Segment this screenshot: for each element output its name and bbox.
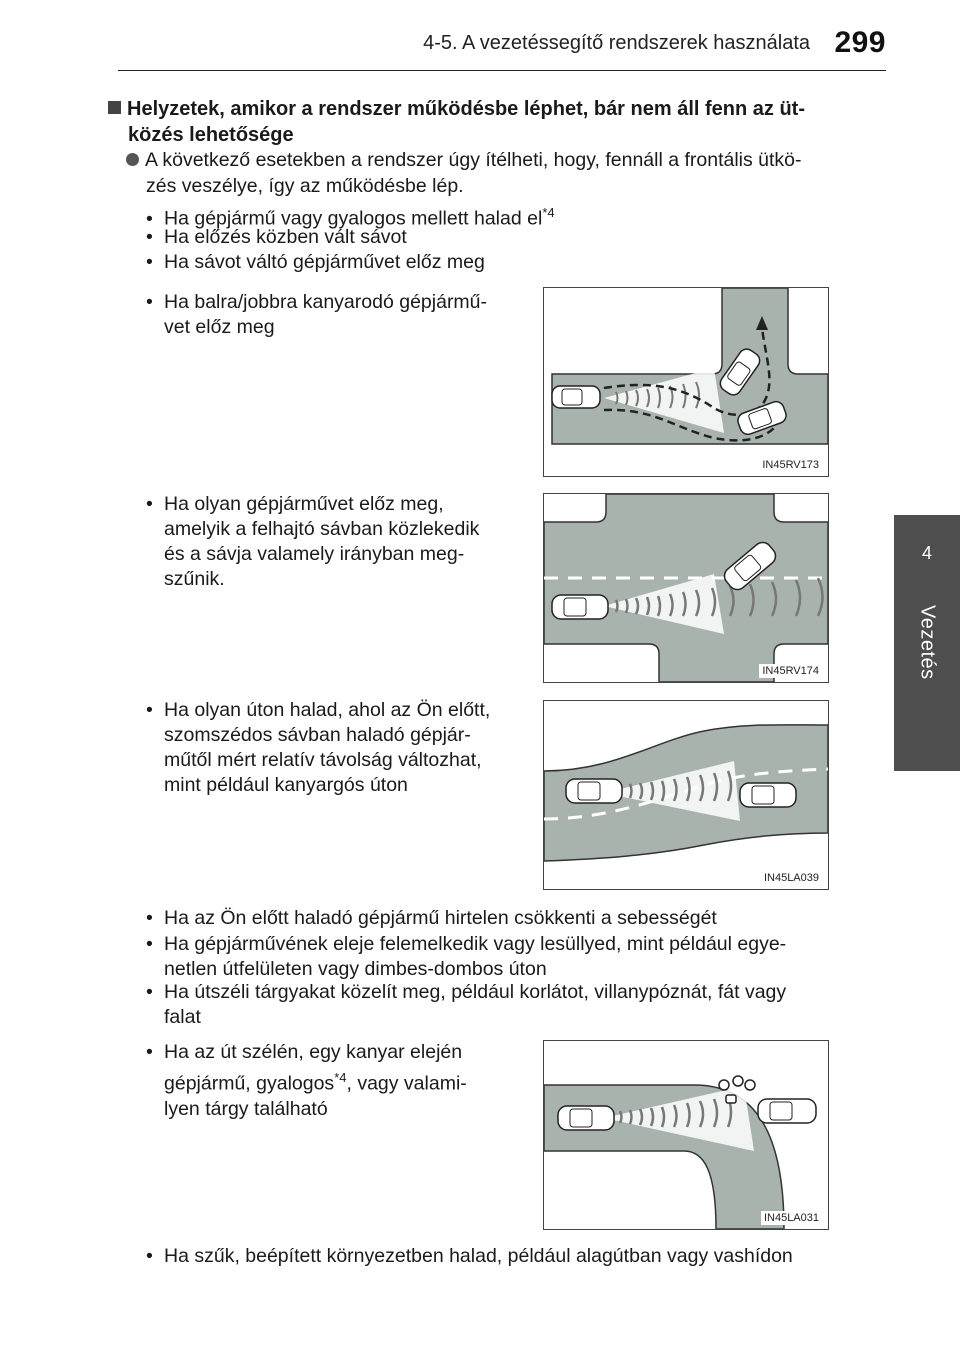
car-icon bbox=[552, 595, 608, 619]
square-bullet-icon bbox=[108, 101, 121, 114]
bullet-text: gépjármű, gyalogos bbox=[164, 1072, 335, 1095]
section-heading bbox=[108, 96, 856, 148]
bullet-text: és a sávja valamely irányban meg- bbox=[164, 543, 465, 565]
car-icon bbox=[558, 1106, 614, 1130]
list-item: • Ha sávot váltó gépjárművet előz meg bbox=[146, 251, 485, 273]
bullet-text: műtől mért relatív távolság változhat, bbox=[164, 749, 482, 771]
bullet-text: Ha gépjárművének eleje felemelkedik vagy lesüllyed, mint például egye- bbox=[164, 933, 787, 955]
figure-code: IN45RV174 bbox=[759, 664, 822, 678]
footnote-ref: *4 bbox=[542, 205, 555, 220]
list-item: • Ha az Ön előtt haladó gépjármű hirtelen csökkenti a sebességét bbox=[146, 907, 717, 929]
car-icon bbox=[740, 783, 796, 807]
list-item: • Ha gépjárművének eleje felemelkedik vagy lesüllyed, mint például egye- netlen útfelületen vagy dimbes-dombos úton bbox=[146, 932, 856, 982]
list-item: • Ha olyan úton halad, ahol az Ön előtt, szomszédos sávban haladó gépjár- műtől mért relatív távolság változhat, mint például kanyargós úton bbox=[146, 698, 518, 798]
page-number: 299 bbox=[834, 26, 886, 59]
bullet-text: szűnik. bbox=[164, 568, 225, 590]
bullet-text: Ha olyan gépjárművet előz meg, bbox=[164, 493, 444, 515]
bullet-text: vet előz meg bbox=[164, 316, 275, 338]
figure-code: IN45LA031 bbox=[761, 1211, 822, 1225]
bullet-text: Ha olyan úton halad, ahol az Ön előtt, bbox=[164, 699, 491, 721]
footnote-ref: *4 bbox=[334, 1070, 347, 1085]
roadside-object-illustration bbox=[544, 1041, 828, 1229]
turning-vehicle-illustration bbox=[544, 288, 828, 476]
car-icon bbox=[552, 386, 600, 408]
intro-paragraph bbox=[126, 147, 856, 199]
intro-line-1: A következő esetekben a rendszer úgy ítélheti, hogy, fennáll a frontális ütkö- bbox=[145, 149, 802, 171]
chapter-tab bbox=[894, 515, 960, 771]
figure-code: IN45RV173 bbox=[759, 458, 822, 472]
heading-line-2: közés lehetősége bbox=[128, 124, 294, 146]
list-item: • Ha gépjármű vagy gyalogos mellett halad $el^{*4}$ bbox=[146, 205, 555, 230]
circle-bullet-icon bbox=[126, 153, 139, 166]
figure-roadside-object bbox=[543, 1040, 829, 1230]
bullet-text: szomszédos sávban haladó gépjár- bbox=[164, 724, 471, 746]
bullet-text: Ha az út szélén, egy kanyar elején bbox=[164, 1041, 463, 1063]
bullet-text: falat bbox=[164, 1006, 201, 1028]
bullet-text: amelyik a felhajtó sávban közlekedik bbox=[164, 518, 480, 540]
header-rule bbox=[118, 70, 886, 71]
figure-code: IN45LA039 bbox=[761, 871, 822, 885]
bullet-text: mint például kanyargós úton bbox=[164, 774, 408, 796]
car-icon bbox=[566, 779, 622, 803]
intro-line-2: zés veszélye, így az működésbe lép. bbox=[146, 175, 464, 197]
chapter-number: 4 bbox=[921, 543, 932, 563]
heading-line-1: Helyzetek, amikor a rendszer működésbe léphet, bár nem áll fenn az üt- bbox=[127, 98, 805, 120]
list-item: • Ha útszéli tárgyakat közelít meg, például korlátot, villanypóznát, fát vagy falat bbox=[146, 980, 856, 1030]
list-item: • Ha olyan gépjárművet előz meg, amelyik a felhajtó sávban közlekedik és a sávja valamely irányban meg- szűnik. bbox=[146, 492, 518, 592]
header-title: 4-5. A vezetéssegítő rendszerek használata bbox=[423, 32, 810, 54]
bullet-text: Ha szűk, beépített környezetben halad, például alagútban vagy vashídon bbox=[164, 1245, 793, 1267]
list-item: • Ha előzés közben vált sávot bbox=[146, 226, 407, 248]
list-item: • Ha az út szélén, egy kanyar elején gépjármű, gyalogos$^{*4}$, vagy valami- lyen tárgy található bbox=[146, 1040, 518, 1122]
bullet-text: Ha sávot váltó gépjárművet előz meg bbox=[164, 251, 485, 273]
bullet-text: netlen útfelületen vagy dimbes-dombos úton bbox=[164, 958, 547, 980]
bullet-text: Ha útszéli tárgyakat közelít meg, például korlátot, villanypóznát, fát vagy bbox=[164, 981, 787, 1003]
bullet-text: Ha balra/jobbra kanyarodó gépjármű- bbox=[164, 291, 488, 313]
curved-road-illustration bbox=[544, 701, 828, 889]
list-item: • Ha szűk, beépített környezetben halad, például alagútban vagy vashídon bbox=[146, 1245, 793, 1267]
bullet-text: , vagy valami- bbox=[346, 1072, 467, 1095]
bullet-text: Ha az Ön előtt haladó gépjármű hirtelen csökkenti a sebességét bbox=[164, 907, 717, 929]
chapter-label: Vezetés bbox=[916, 605, 939, 680]
figure-curved-road bbox=[543, 700, 829, 890]
bullet-text: lyen tárgy található bbox=[164, 1097, 328, 1120]
figure-merging-lane bbox=[543, 493, 829, 683]
car-icon bbox=[758, 1099, 816, 1123]
bullet-text: Ha előzés közben vált sávot bbox=[164, 226, 407, 248]
bullet-text: Ha gépjármű vagy gyalogos mellett halad el bbox=[164, 207, 543, 230]
figure-turning-vehicle bbox=[543, 287, 829, 477]
merging-lane-illustration bbox=[544, 494, 828, 682]
list-item: • Ha balra/jobbra kanyarodó gépjármű- vet előz meg bbox=[146, 291, 488, 338]
